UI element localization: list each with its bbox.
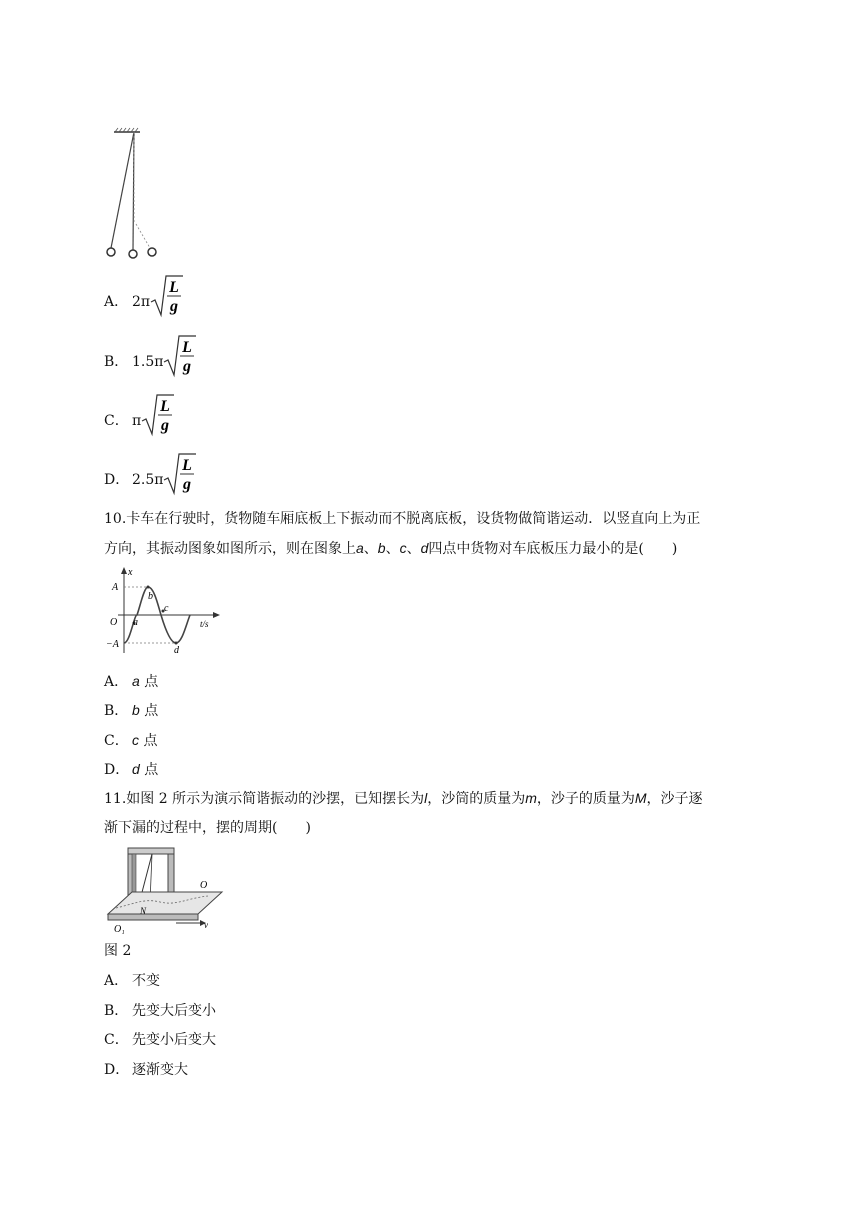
sqrt-formula — [163, 334, 197, 378]
sqrt-formula — [141, 393, 175, 437]
option-label: B． — [104, 354, 129, 370]
radicand-numerator: L — [169, 279, 179, 296]
option-text: 先变大后变小 — [132, 1003, 216, 1019]
q11-question-text — [104, 784, 764, 843]
q10-option-c[interactable] — [104, 730, 157, 751]
radicand-numerator: L — [182, 339, 193, 356]
option-text: 点 — [144, 762, 159, 778]
q10-question-text — [104, 505, 764, 564]
option-text: 先变小后变大 — [132, 1032, 216, 1048]
q9-option-c[interactable] — [104, 398, 175, 437]
radicand-denominator: g — [170, 298, 179, 315]
option-coefficient: 2.5π — [132, 472, 164, 488]
sand-pendulum-figure — [104, 844, 226, 934]
graph-label-amplitude: A — [112, 582, 119, 593]
option-label: C． — [104, 413, 129, 429]
graph-label-x: x — [128, 567, 133, 578]
figure-label-o1: O₁ — [114, 924, 125, 934]
radicand-numerator: L — [160, 398, 171, 415]
graph-label-neg-amplitude: −A — [106, 639, 119, 650]
option-label: C． — [104, 733, 129, 749]
graph-point-c: c — [164, 603, 169, 614]
option-text: 点 — [143, 733, 158, 749]
pendulum-figure — [100, 124, 170, 264]
radicand-numerator: L — [182, 457, 193, 474]
option-text: 点 — [144, 703, 159, 719]
option-label: A． — [104, 674, 129, 690]
figure-caption: 图 2 — [104, 943, 132, 959]
option-label: B． — [104, 703, 129, 719]
option-var: a — [132, 673, 140, 689]
q10-option-b[interactable] — [104, 700, 158, 721]
q11-option-a[interactable] — [104, 971, 160, 991]
figure-label-v: v — [204, 920, 208, 930]
vibration-graph — [104, 565, 224, 657]
q10-option-d[interactable] — [104, 759, 158, 780]
q10-option-a[interactable] — [104, 671, 158, 692]
q11-option-b[interactable] — [104, 1001, 216, 1021]
figure-label-n: N — [140, 906, 147, 916]
q11-option-c[interactable] — [104, 1030, 216, 1050]
q11-option-d[interactable] — [104, 1060, 188, 1080]
sqrt-formula — [163, 452, 197, 496]
graph-point-a: a — [133, 617, 138, 628]
option-coefficient: 2π — [132, 294, 151, 310]
q11-line-2: 渐下漏的过程中，摆的周期( ) — [104, 820, 311, 836]
option-label: C． — [104, 1032, 129, 1048]
sqrt-formula — [150, 274, 184, 318]
option-label: A． — [104, 294, 129, 310]
q9-option-d[interactable] — [104, 457, 197, 496]
graph-point-b: b — [148, 591, 153, 602]
figure-label-o: O — [200, 880, 208, 891]
option-var: c — [132, 732, 139, 748]
option-var: b — [132, 702, 140, 718]
radicand-denominator: g — [161, 417, 170, 434]
q10-line-1: 10.卡车在行驶时，货物随车厢底板上下振动而不脱离底板，设货物做简谐运动．以竖直向上为正 — [104, 511, 701, 527]
q11-line-1: 11.如图 2 所示为演示简谐振动的沙摆，已知摆长为l，沙筒的质量为m，沙子的质量为M，沙子逐 — [104, 790, 703, 807]
graph-label-t-axis: t/s — [200, 619, 209, 629]
option-label: A． — [104, 973, 129, 989]
option-coefficient: π — [132, 413, 142, 429]
option-var: d — [132, 761, 140, 777]
radicand-denominator: g — [183, 358, 192, 375]
option-text: 点 — [144, 674, 159, 690]
option-label: D． — [104, 1062, 130, 1078]
option-label: B． — [104, 1003, 129, 1019]
option-text: 逐渐变大 — [132, 1062, 188, 1078]
q10-line-2: 方向，其振动图象如图所示，则在图象上a、b、c、d四点中货物对车底板压力最小的是( ) — [104, 540, 678, 557]
graph-label-origin: O — [110, 617, 118, 628]
q9-option-b[interactable] — [104, 339, 197, 378]
option-text: 不变 — [132, 973, 160, 989]
option-coefficient: 1.5π — [132, 354, 164, 370]
radicand-denominator: g — [183, 476, 192, 493]
option-label: D． — [104, 762, 130, 778]
option-label: D． — [104, 472, 130, 488]
q9-option-a[interactable] — [104, 279, 184, 318]
graph-point-d: d — [174, 645, 179, 656]
